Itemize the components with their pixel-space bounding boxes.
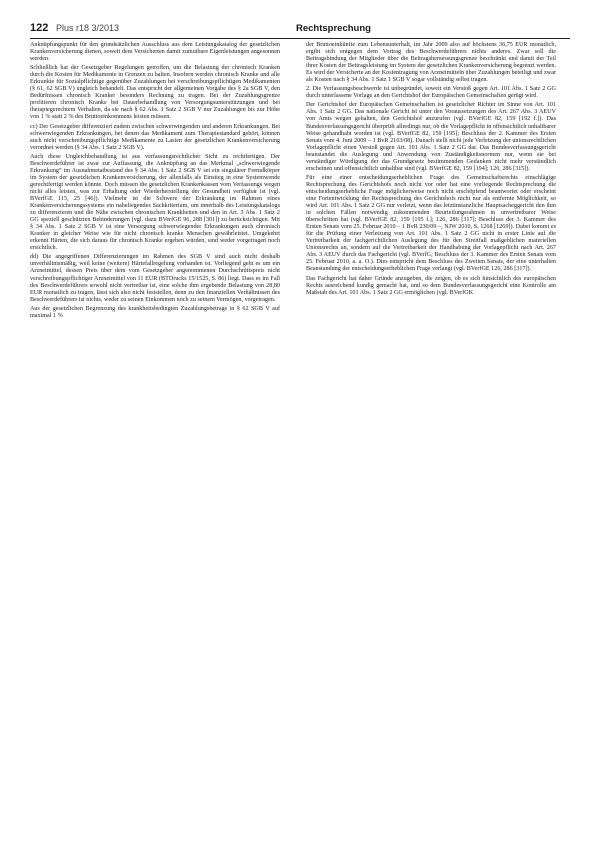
paragraph: Aus der gesetzlichen Begrenzung des krankheitsbedingten Zuzahlungsbetrags in § 62 SGB V auf maximal 1 % [30,305,280,319]
page-number: 122 [30,22,49,34]
section-title: Rechtsprechung [296,23,371,34]
paragraph: Auch diese Ungleichbehandlung ist aus verfassungsrechtlicher Sicht zu rechtfertigen. Der Beschwerdeführer ist zwar zur Auffassung, die Anknüpfung an das Merkmal „schwerwiegende Erkrankung“ im Ausnahmetatbestand des § 34 Abs. 1 Satz 2 SGB V sei ein singulärer Fremdkörper im System der gesetzlichen Krankenversicherung, der allenfalls als Einstieg in eine Systemwende gerechtfertigt werden könnte. Doch müssen die gesetzlichen Krankenkassen vom Verfassungs wegen nicht alles leisten, was zur Erhaltung oder Wiederherstellung der Gesundheit verfügbar ist (vgl. BVerfGE 115, 25 [46]). Vielmehr ist die Schwere der Erkrankung im Rahmen eines Krankenversicherungssystems ein naheliegendes Sachkriterium, um innerhalb des Leistungskatalogs zu differenzieren und die Nähe zwischen chronischen Krankheiten und den in Art. 3 Abs. 1 Satz 2 GG speziell geschützten Behinderungen (vgl. dazu BVerfGE 96, 288 [301]) zu berücksichtigen. Mit § 34 Abs. 1 Satz 2 SGB V ist eine Versorgung schwerwiegender Erkrankungen auch chronisch Kranker in gleicher Weise wie für nicht chronisch kranke Menschen gewährleistet. Umgekehrt erkennt Härten, die sich daraus für chronisch Kranke ergeben würden, sind weder vorgetragen noch ersichtlich. [30,153,280,252]
paragraph: Für eine einer entscheidungserheblichen Frage des Gemeinschaftsrechts einschlägige Rechtsprechung des Gerichtshofs noch nicht vor oder hat eine vorliegende Rechtsprechung die entscheidungserhebliche Frage möglicherweise noch nicht erschöpfend beantwortet oder erscheint eine Fortentwicklung der Rechtsprechung des Gerichtshofs nicht nur als entfernte Möglichkeit, so wird Art. 101 Abs. 1 Satz 2 GG nur verletzt, wenn das letztinstanzliche Hauptsacheggericht den ihm in solchen Fällen notwendig zukommenden Beurteilungsrahmen in unvertretbarer Weise überschritten hat (vgl. BVerfGE 82, 159 [195 f.]; 126, 286 [317]; Beschluss der 3. Kammer des Ersten Senats vom 25. Februar 2010 – 1 BvR 230/09 –, NJW 2010, S. 1268 [1269]). Dabei kommt es für die Prüfung einer Verletzung von Art. 101 Abs. 1 Satz 2 GG nicht in erster Linie auf die Vertretbarkeit der fachgerichtlichen Auslegung des für den Streitfall maßgeblichen materiellen Unionsrechts an, sondern auf die Vertretbarkeit der Handhabung der Vorlagepflicht nach Art. 267 Abs. 3 AEUV durch das Fachgericht (vgl. BVerfG, Beschluss der 3. Kammer des Ersten Senats vom 25. Februar 2010, a. a. O.). Dies entspricht dem Beschluss des Zweiten Senats, der eine unterhalten Beanstandung der entscheidungserheblichen Frage verlangt (vgl. BVerfGE 126, 286 [317]). [306,174,556,273]
left-text-column [30,42,280,322]
journal-reference: Plus r18 3/2013 [56,23,120,33]
paragraph: der Bruttoeinkünfte zum Lebensunterhalt, im Jahr 2009 also auf höchstens 36,75 EUR monatlich, ergibt sich entgegen dem Vortrag des Beschwerdeführers nichts anderes. Zwar soll die Beitragsbindung der Mitglieder über die Beitragsbemessungsgrenze beschränkt und damit der Teil ihrer Kosten der Beitragsleistung im System der gesetzlichen Krankenversicherung begrenzt werden. Es wird der Versicherte an der Kostentragung von Arzneimitteln über Zuzahlungen beteiligt und zwar als Kosten nach § 34 Abs. 1 Satz 1 SGB V sogar vollständig selbst tragen. [306,42,556,84]
page-header [30,22,570,38]
paragraph: dd) Die angegriffenen Differenzierungen im Rahmen des SGB V sind auch nicht deshalb unverhältnismäßig, weil keine (weitere) Härtefallregelung vorhanden ist. Vorliegend geht es um ein Arzneimittel, dessen Preis über dem vom Gesetzgeber angenommenen Durchschnittspreis nicht verschreibungspflichtiger Arzneimittel von 11 EUR (BTDrucks 15/1525, S. 86) liegt. Dass es im Fall des Beschwerdeführers sowohl nicht vertretbar ist, eine solche ihm ergebende Belastung von 28,80 EUR monatlich zu tragen, lässt sich also nicht feststellen, denn zu den finanziellen Verhältnissen des Beschwerdeführers ist nichts, weder zu seinen Einkommen noch zu seinem Vermögen, vorgetragen. [30,254,280,303]
paragraph: Der Gerichtshof der Europäischen Gemeinschaften ist gesetzlicher Richter im Sinne von Art. 101 Abs. 1 Satz 2 GG. Das nationale Gericht ist unter den Voraussetzungen des Art. 267 Abs. 3 AEUV von Amts wegen gehalten, den Gerichtshof anzurufen (vgl. BVerfGE 82, 159 [192 f.]). Das Bundesverfassungsgericht überprüft allerdings nur, ob die Vorlagepflicht in offensichtlich unhaltbarer Weise gehandhabt worden ist (vgl. BVerfGE 82, 159 [195]; Beschluss der 2. Kammer des Ersten Senats vom 4. Juni 2009 – 1 BvR 2163/08). Danach stellt nicht jede Verletzung der unionsrechtlichen Vorlagepflicht einen Verstoß gegen Art. 101 Abs. 1 Satz 2 GG dar. Das Bundesverfassungsgericht beanstandet die Auslegung und Anwendung von Zuständigkeitsnormen nur, wenn sie bei verständiger Würdigung der das Grundgesetz bestimmenden Gedanken nicht mehr verständlich erscheinen und offensichtlich unhaltbar sind (vgl. BVerfGE 82, 159 [194]; 126, 286 [315]). [306,102,556,172]
paragraph: Schließlich hat der Gesetzgeber Regelungen getroffen, um die Belastung der chronisch Kranken durch die Kosten für Medikamente in Grenzen zu halten. Insofern werden chronisch Kranke und alle Erkrankte für Sozialpflichtige gegenüber Zuzahlungen bei verschreibungspflichtigen Medikamenten (§ 61, 62 SGB V) ungleich behandelt. Das entspricht der allgemeinen Vorgabe des § 2a SGB V, den Bedürfnissen chronisch Kranker besonders Rechnung zu tragen. Bei der Zuzahlungsgrenze profitieren chronisch Kranke bei Dauerbehandlung von Versorgungsunterstützungen und bei therapiegerechtem Verhalten, da sie nach § 62 Abs. 1 Satz 2 SGB V nur Zuzahlungen bis zur Höhe von 1 % statt 2 % des Bruttoeinkommens leisten müssen. [30,65,280,121]
header-divider [30,38,570,39]
paragraph: Anknüpfungspunkt für den grundsätzlichen Ausschluss aus dem Leistungskatalog der gesetzlichen Krankenversicherung dienen, soweit dem Versicherten damit zumutbare Eigenleistungen angesonnen werden. [30,42,280,63]
right-text-column [306,42,556,299]
paragraph: Das Fachgericht hat daher Gründe anzugeben, die zeigen, ob es sich hinsichtlich des europäischen Rechts ausreichend kundig gemacht hat, und so dem Bundesverfassungsgericht eine Kontrolle am Maßstab des Art. 101 Abs. 1 Satz 2 GG ermöglichen (vgl. BVerfGK [306,275,556,296]
paragraph: 2. Die Verfassungsbeschwerde ist unbegründet, soweit ein Verstoß gegen Art. 101 Abs. 1 Satz 2 GG durch unterlassene Vorlage an den Gerichtshof der Europäischen Gemeinschaften gerügt wird. [306,86,556,100]
paragraph: cc) Der Gesetzgeber differenziert zudem zwischen schwerwiegenden und anderen Erkrankungen. Bei schwerwiegenden Erkrankungen, bei denen das Medikament zum Therapiestandard gehört, können auch nicht verschreibungspflichtige Medikamente zu Lasten der gesetzlichen Krankenversicherung verordnet werden (§ 34 Abs. 1 Satz 2 SGB V). [30,123,280,151]
